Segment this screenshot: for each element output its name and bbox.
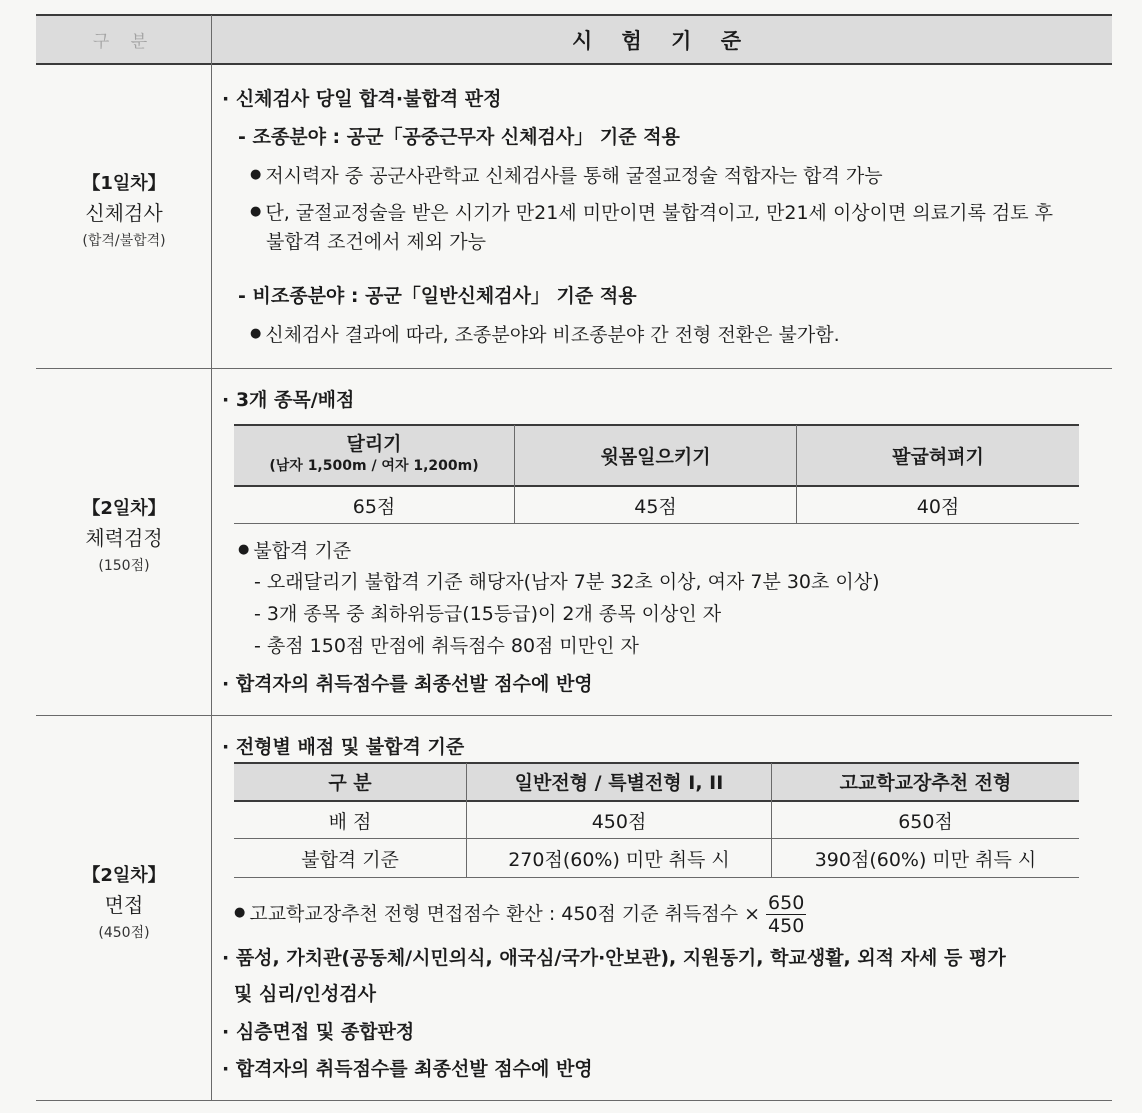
interview-header-general: 일반전형 / 특별전형 I, II [514,772,724,794]
interview-line-5: · 합격자의 취득점수를 최종선발 점수에 반영 [222,1058,593,1080]
bullet-icon: ● [234,905,246,920]
interview-line-3: 및 심리/인성검사 [234,983,377,1005]
day1-line-5: 불합격 조건에서 제외 가능 [266,231,487,253]
conversion-fraction [766,892,806,937]
row-label-day2-fitness [36,496,212,578]
fraction-denominator: 450 [768,915,805,937]
label-note: (150점) [98,558,150,574]
label-day: 【1일차】 [82,173,166,194]
label-day: 【2일차】 [82,498,166,519]
label-title: 신체검사 [85,201,163,225]
interview-row-score-label: 배 점 [328,810,372,833]
fail-title-text: 불합격 기준 [253,540,352,562]
day1-line-7-text: 신체검사 결과에 따라, 조종분야와 비조종분야 간 전형 전환은 불가함. [265,324,840,346]
bullet-icon: ● [250,204,262,219]
fitness-fail-1: - 오래달리기 불합격 기준 해당자(남자 7분 32초 이상, 여자 7분 30초 이상) [254,571,880,593]
interview-note [234,888,806,938]
interview-row-fail-label: 불합격 기준 [301,848,399,871]
interview-table-bottom [234,877,1079,878]
fitness-fail-2: - 3개 종목 중 최하위등급(15등급)이 2개 종목 이상인 자 [254,603,722,625]
interview-line-4: · 심층면접 및 종합판정 [222,1021,415,1043]
interview-row-score-general: 450점 [591,810,647,833]
fraction-numerator: 650 [768,892,805,914]
label-title: 면접 [104,893,144,917]
running-sub-label: (남자 1,500m / 여자 1,200m) [269,458,479,474]
fitness-header-running [234,425,514,485]
fitness-line-last: · 합격자의 취득점수를 최종선발 점수에 반영 [222,673,593,695]
fitness-value-pushups: 40점 [916,495,960,518]
interview-header-principal: 고교학교장추천 전형 [839,772,1012,794]
fitness-value-situps: 45점 [634,495,677,518]
day1-line-1: · 신체검사 당일 합격·불합격 판정 [222,88,502,110]
day1-line-3-text: 저시력자 중 공군사관학교 신체검사를 통해 굴절교정술 적합자는 합격 가능 [265,165,883,187]
row-label-day2-interview [36,863,212,945]
day1-line-7 [250,322,840,347]
fitness-table-bottom [234,523,1079,524]
interview-row-fail-principal: 390점(60%) 미만 취득 시 [814,848,1037,871]
label-note: (450점) [98,925,150,941]
day1-line-4 [250,200,1053,225]
day1-line-4-text: 단, 굴절교정술을 받은 시기가 만21세 미만이면 불합격이고, 만21세 이상이면 의료기록 검토 후 [265,202,1053,224]
label-day: 【2일차】 [82,865,166,886]
fitness-line-1: · 3개 종목/배점 [222,389,355,411]
fitness-fail-title [238,538,351,563]
fitness-value-running: 65점 [352,495,396,518]
interview-note-text: 고교학교장추천 전형 면접점수 환산 : 450점 기준 취득점수 × [249,903,761,925]
row-label-day1 [36,171,212,253]
day1-line-6: - 비조종분야 : 공군「일반신체검사」 기준 적용 [238,285,637,307]
interview-header-category: 구 분 [328,772,372,794]
fitness-header-pushups: 팔굽혀펴기 [892,445,984,468]
interview-line-1: · 전형별 배점 및 불합격 기준 [222,736,465,758]
interview-line-2: · 품성, 가치관(공동체/시민의식, 애국심/국가·안보관), 지원동기, 학교생활, 외적 자세 등 평가 [222,947,1006,969]
day1-line-3 [250,163,883,188]
header-criteria: 시 험 기 준 [571,28,753,53]
fitness-header-situps: 윗몸일으키기 [600,445,711,468]
row-divider-2 [36,715,1112,716]
interview-row-fail-general: 270점(60%) 미만 취득 시 [508,848,730,871]
label-note: (합격/불합격) [82,233,166,249]
interview-row-score-principal: 650점 [898,810,953,833]
running-label: 달리기 [346,433,402,455]
bullet-icon: ● [250,167,262,182]
bullet-icon: ● [238,542,250,557]
day1-line-2: - 조종분야 : 공군「공중근무자 신체검사」 기준 적용 [238,126,680,148]
label-title: 체력검정 [85,526,163,550]
bottom-border [36,1100,1112,1101]
row-divider-1 [36,368,1112,369]
header-category: 구 분 [92,32,156,52]
bullet-icon: ● [250,326,262,341]
fitness-fail-3: - 총점 150점 만점에 취득점수 80점 미만인 자 [254,635,639,657]
